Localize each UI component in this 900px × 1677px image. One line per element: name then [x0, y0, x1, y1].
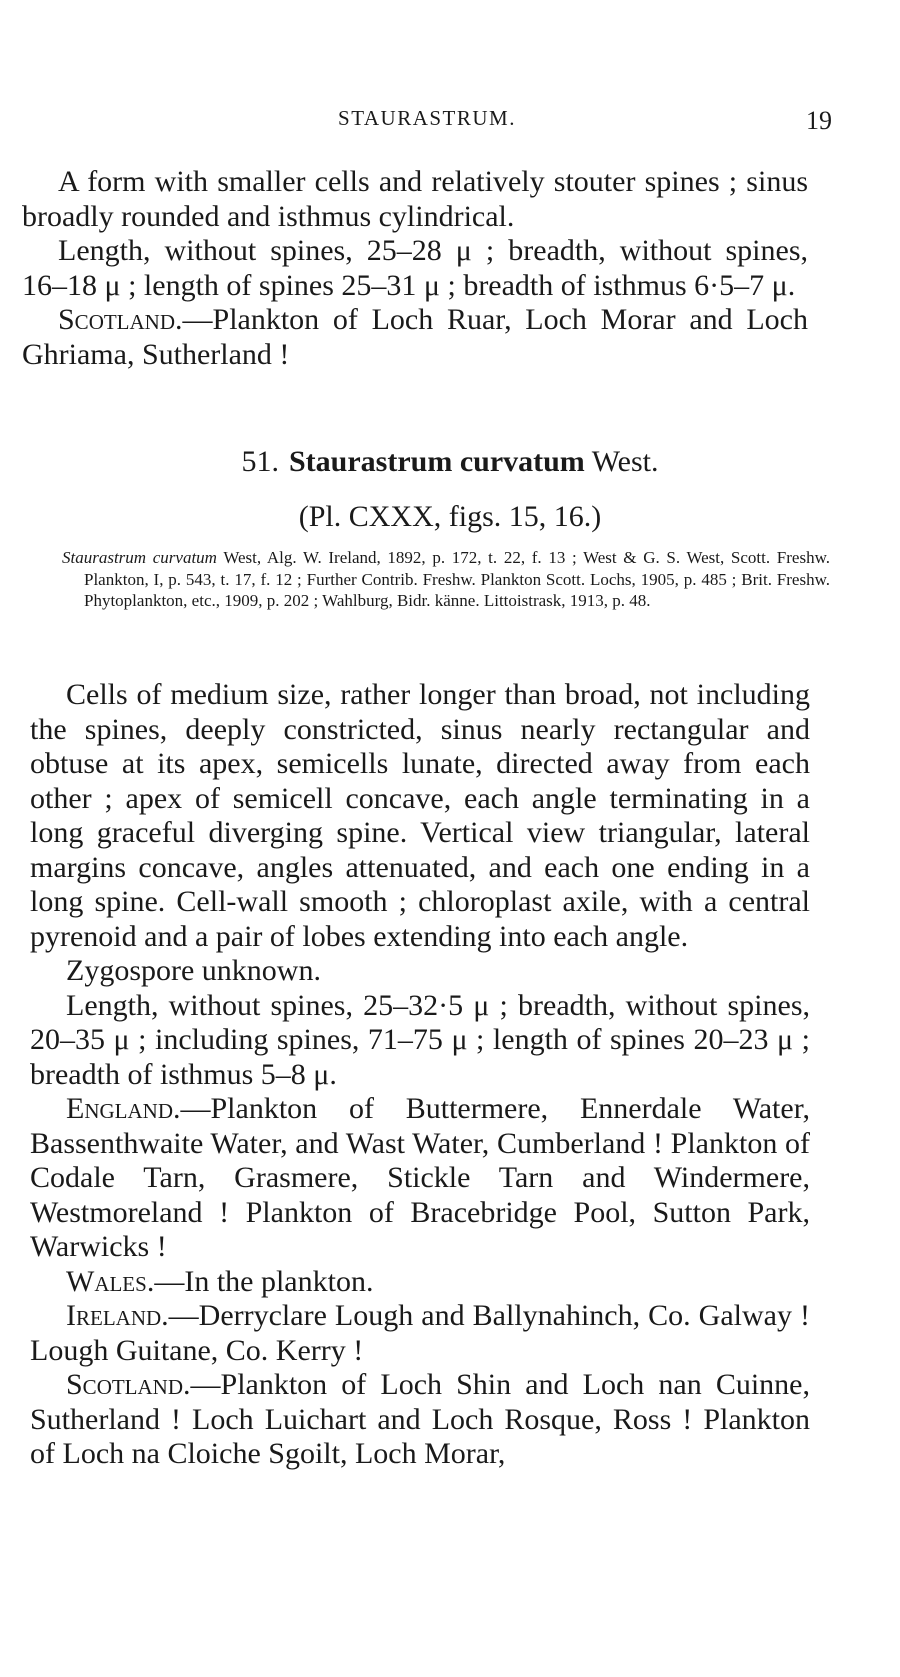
measurements: Length, without spines, 25–32·5 μ ; breadth, without spines, 20–35 μ ; including spines, 71–75 μ ; length of spines 20–23 μ ; breadth of isthmus 5–8 μ.: [30, 988, 810, 1091]
running-head: [22, 106, 832, 136]
distribution-scotland: [30, 1368, 810, 1472]
region-label: Scotland.: [66, 1368, 191, 1401]
species-number: 51.: [241, 445, 279, 478]
form-description: A form with smaller cells and relatively stouter spines ; sinus broadly rounded and isthmus cylindrical.: [22, 165, 808, 233]
form-measurements: Length, without spines, 25–28 μ ; breadth, without spines, 16–18 μ ; length of spines 25–31 μ ; breadth of isthmus 6·5–7 μ.: [22, 234, 808, 302]
region-label: Wales.: [66, 1264, 155, 1298]
zygospore-note: Zygospore unknown.: [66, 954, 321, 987]
species-author: West.: [584, 445, 659, 478]
cell-description: Cells of medium size, rather longer than broad, not including the spines, deeply constricted, sinus nearly rectangular and obtuse at its apex, semicells lunate, directed away from each other ; apex of semicell concave, each angle terminating in a long graceful diverging spine. Vertical view triangular, lateral margins concave, angles attenuated, and each one ending in a long spine. Cell-wall smooth ; chloroplast axile, with a central pyrenoid and a pair of lobes extending into each angle.: [30, 678, 810, 953]
species-description: [30, 678, 810, 1472]
distribution-text: —Plankton of Loch Shin and Loch nan Cuinne, Sutherland ! Loch Luichart and Loch Rosque, Ross ! Plankton of Loch na Cloiche Sgoilt, Loch Morar,: [30, 1368, 810, 1470]
distribution-text: —Plankton of Buttermere, Ennerdale Water, Bassenthwaite Water, and Wast Water, Cumberland ! Plankton of Codale Tarn, Grasmere, Stickle Tarn and Windermere, Westmoreland ! Plankton of Bracebridge Pool, Sutton Park, Warwicks !: [30, 1092, 810, 1263]
region-label: England.: [66, 1092, 181, 1125]
synonymy-text: West, Alg. W. Ireland, 1892, p. 172, t. 22, f. 13 ; West & G. S. West, Scott. Freshw. Plankton, I, p. 543, t. 17, f. 12 ; Further Contrib. Freshw. Plankton Scott. Lochs, 1905, p. 485 ; Brit. Freshw. Phytoplankton, etc., 1909, p. 202 ; Wahlburg, Bidr. känne. Littoistrask, 1913, p. 48.: [84, 548, 830, 610]
synonymy-citation: [62, 547, 830, 612]
distribution-text: —In the plankton.: [154, 1264, 374, 1298]
distribution-england: [30, 1092, 810, 1265]
page-number: 19: [806, 106, 832, 135]
distribution-wales: [30, 1265, 810, 1300]
species-name: Staurastrum curvatum: [288, 445, 585, 478]
continuation-text: [22, 165, 808, 372]
region-label: Ireland.: [66, 1299, 169, 1332]
synonymy-name: Staurastrum curvatum: [62, 548, 217, 567]
running-title: STAURASTRUM.: [338, 106, 516, 130]
distribution-text: —Plankton of Loch Ruar, Loch Morar and Loch Ghriama, Sutherland !: [22, 303, 808, 371]
region-label: Scotland.: [58, 303, 183, 336]
species-heading: [0, 445, 900, 479]
distribution-text: —Derryclare Lough and Ballynahinch, Co. Galway ! Lough Guitane, Co. Kerry !: [30, 1299, 810, 1367]
plate-reference: (Pl. CXXX, figs. 15, 16.): [298, 500, 602, 533]
form-distribution: [22, 303, 808, 372]
distribution-ireland: [30, 1299, 810, 1368]
